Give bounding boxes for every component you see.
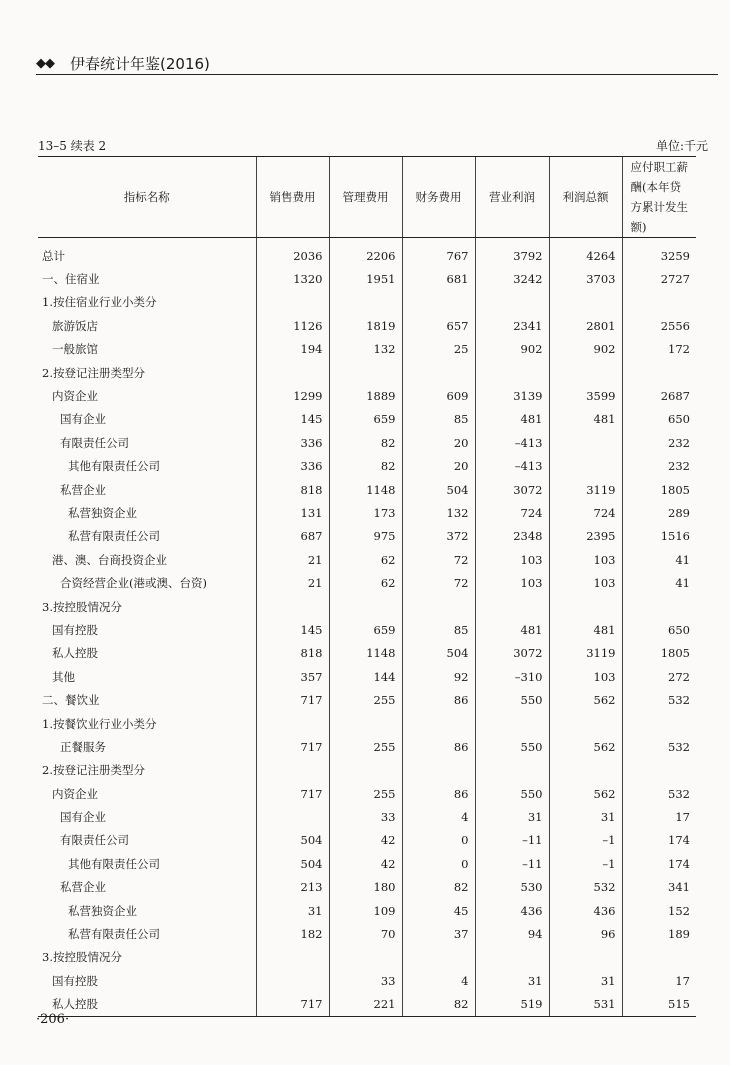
col-header-payroll-payable: 应付职工薪酬(本年贷方累计发生额) [622, 157, 696, 238]
table-cell: 2036 [256, 238, 329, 268]
table-cell: 532 [622, 688, 696, 711]
table-cell: 4264 [549, 238, 622, 268]
table-cell: 213 [256, 876, 329, 899]
table-row [38, 946, 696, 969]
table-cell: 131 [256, 501, 329, 524]
row-label: 有限责任公司 [60, 833, 129, 848]
table-cell [402, 361, 475, 384]
row-label: 合资经营企业(港或澳、台资) [60, 576, 207, 591]
table-cell: –310 [475, 665, 549, 688]
row-label: 旅游饭店 [52, 318, 98, 333]
table-cell [622, 712, 696, 735]
table-cell: 717 [256, 782, 329, 805]
table-cell [329, 946, 402, 969]
table-cell: 902 [475, 338, 549, 361]
table-cell: 33 [329, 969, 402, 992]
table-cell: 189 [622, 922, 696, 945]
header-rule [36, 74, 718, 75]
table-row [38, 595, 696, 618]
table-cell: 562 [549, 688, 622, 711]
table-cell [256, 759, 329, 782]
table-cell: 650 [622, 618, 696, 641]
row-label: 二、餐饮业 [42, 693, 100, 708]
table-cell: 62 [329, 571, 402, 594]
table-cell: –413 [475, 431, 549, 454]
table-header-row [38, 157, 696, 238]
row-label: 国有控股 [52, 973, 98, 988]
table-cell: 86 [402, 688, 475, 711]
table-cell: 37 [402, 922, 475, 945]
table-cell: 550 [475, 688, 549, 711]
row-label: 国有企业 [60, 810, 106, 825]
table-row [38, 501, 696, 524]
row-label: 国有控股 [52, 622, 98, 637]
table-row [38, 642, 696, 665]
row-label: 1.按住宿业行业小类分 [42, 295, 157, 310]
table-cell: –1 [549, 852, 622, 875]
table-cell: 336 [256, 455, 329, 478]
table-cell: 232 [622, 455, 696, 478]
table-cell: 41 [622, 571, 696, 594]
table-row [38, 361, 696, 384]
table-cell [549, 712, 622, 735]
table-cell: 272 [622, 665, 696, 688]
table-cell [549, 361, 622, 384]
table-cell: 94 [475, 922, 549, 945]
table-cell: 0 [402, 852, 475, 875]
table-cell: 145 [256, 618, 329, 641]
row-label: 私人控股 [52, 646, 98, 661]
table-body [38, 238, 696, 1017]
table-cell: 1805 [622, 478, 696, 501]
table-cell: 42 [329, 829, 402, 852]
table-cell: 659 [329, 408, 402, 431]
table-cell: 3139 [475, 384, 549, 407]
row-label: 有限责任公司 [60, 435, 129, 450]
table-cell: 0 [402, 829, 475, 852]
row-label: 国有企业 [60, 412, 106, 427]
table-cell: 481 [549, 408, 622, 431]
table-cell: 132 [402, 501, 475, 524]
table-row [38, 408, 696, 431]
table-cell: –11 [475, 829, 549, 852]
table-cell [256, 291, 329, 314]
table-cell: 45 [402, 899, 475, 922]
table-cell: 341 [622, 876, 696, 899]
row-label: 3.按控股情况分 [42, 950, 122, 965]
table-cell: 3703 [549, 267, 622, 290]
table-cell: 3072 [475, 642, 549, 665]
table-cell: 17 [622, 805, 696, 828]
row-label: 一般旅馆 [52, 342, 98, 357]
table-cell [256, 595, 329, 618]
yearbook-title: 伊春统计年鉴(2016) [70, 55, 210, 73]
table-cell: 144 [329, 665, 402, 688]
table-cell: 221 [329, 993, 402, 1017]
row-label: 私营有限责任公司 [68, 529, 160, 544]
table-cell: 659 [329, 618, 402, 641]
table-cell: 96 [549, 922, 622, 945]
table-cell: 687 [256, 525, 329, 548]
table-cell: 357 [256, 665, 329, 688]
table-cell: 717 [256, 735, 329, 758]
row-label: 内资企业 [52, 389, 98, 404]
table-cell: 85 [402, 408, 475, 431]
table-cell: 3072 [475, 478, 549, 501]
table-cell [402, 291, 475, 314]
table-cell [402, 946, 475, 969]
table-cell [329, 595, 402, 618]
table-cell: 145 [256, 408, 329, 431]
table-cell: –11 [475, 852, 549, 875]
table-cell: 42 [329, 852, 402, 875]
table-cell: 17 [622, 969, 696, 992]
page-number: ·206· [36, 1012, 70, 1027]
running-header [18, 50, 718, 76]
table-cell [622, 361, 696, 384]
col-header-admin-expense: 管理费用 [329, 157, 402, 238]
table-id: 13–5 续表 2 [38, 139, 107, 153]
col-header-total-profit: 利润总额 [549, 157, 622, 238]
table-cell: 194 [256, 338, 329, 361]
table-cell [475, 361, 549, 384]
table-cell: 724 [475, 501, 549, 524]
table-cell [256, 712, 329, 735]
table-cell: 3599 [549, 384, 622, 407]
table-cell: 3119 [549, 478, 622, 501]
table-row [38, 922, 696, 945]
table-row [38, 548, 696, 571]
table-cell: 681 [402, 267, 475, 290]
table-cell [402, 595, 475, 618]
table-cell: 182 [256, 922, 329, 945]
table-cell: 103 [549, 665, 622, 688]
table-cell: 531 [549, 993, 622, 1017]
table-cell: 1516 [622, 525, 696, 548]
unit-label: 单位:千元 [655, 139, 708, 153]
table-cell: 436 [475, 899, 549, 922]
table-row [38, 876, 696, 899]
table-cell: 481 [549, 618, 622, 641]
col-header-indicator: 指标名称 [38, 157, 256, 238]
table-cell: 33 [329, 805, 402, 828]
table-cell: 562 [549, 782, 622, 805]
table-cell: 609 [402, 384, 475, 407]
table-cell: 86 [402, 735, 475, 758]
table-cell: 3792 [475, 238, 549, 268]
table-row [38, 267, 696, 290]
table-cell: 82 [329, 431, 402, 454]
table-cell: 173 [329, 501, 402, 524]
table-cell: 21 [256, 548, 329, 571]
table-cell: 372 [402, 525, 475, 548]
table-cell: 20 [402, 431, 475, 454]
table-cell: 82 [402, 876, 475, 899]
table-cell: 2206 [329, 238, 402, 268]
row-label: 2.按登记注册类型分 [42, 763, 145, 778]
table-cell: 650 [622, 408, 696, 431]
table-cell: 1819 [329, 314, 402, 337]
table-cell [402, 712, 475, 735]
table-cell: 132 [329, 338, 402, 361]
table-cell: 72 [402, 571, 475, 594]
table-cell: 4 [402, 805, 475, 828]
table-cell: 2341 [475, 314, 549, 337]
table-cell: 1889 [329, 384, 402, 407]
table-cell [329, 712, 402, 735]
col-header-operating-profit: 营业利润 [475, 157, 549, 238]
table-cell: 562 [549, 735, 622, 758]
table-row [38, 782, 696, 805]
row-label: 1.按餐饮业行业小类分 [42, 716, 157, 731]
table-cell [622, 946, 696, 969]
row-label: 正餐服务 [60, 739, 106, 754]
table-cell [475, 712, 549, 735]
table-row [38, 688, 696, 711]
table-cell [475, 291, 549, 314]
table-cell: 103 [549, 571, 622, 594]
row-label: 私营企业 [60, 482, 106, 497]
row-label: 其他有限责任公司 [68, 459, 160, 474]
table-cell: –1 [549, 829, 622, 852]
table-row [38, 665, 696, 688]
table-cell: 818 [256, 642, 329, 665]
table-cell: 72 [402, 548, 475, 571]
table-cell: 818 [256, 478, 329, 501]
table-row [38, 829, 696, 852]
table-cell: 86 [402, 782, 475, 805]
table-cell: 481 [475, 618, 549, 641]
table-cell: 85 [402, 618, 475, 641]
table-cell: 504 [402, 642, 475, 665]
table-cell: 92 [402, 665, 475, 688]
table-cell: 1299 [256, 384, 329, 407]
table-cell: 70 [329, 922, 402, 945]
table-cell [475, 759, 549, 782]
table-row [38, 525, 696, 548]
table-row [38, 899, 696, 922]
table-cell [256, 946, 329, 969]
row-label: 3.按控股情况分 [42, 599, 122, 614]
row-label: 私人控股 [38, 993, 256, 1017]
row-label: 其他 [52, 669, 75, 684]
table-row [38, 969, 696, 992]
table-row [38, 384, 696, 407]
row-label: 私营企业 [60, 880, 106, 895]
table-cell: 2556 [622, 314, 696, 337]
table-cell [329, 291, 402, 314]
row-label: 总计 [42, 248, 65, 263]
table-cell: 975 [329, 525, 402, 548]
table-cell: 255 [329, 735, 402, 758]
table-cell: 532 [622, 782, 696, 805]
table-cell: 504 [402, 478, 475, 501]
table-cell [622, 291, 696, 314]
table-cell: 2801 [549, 314, 622, 337]
table-cell: 504 [256, 852, 329, 875]
table-cell: 103 [475, 571, 549, 594]
col-header-finance-expense: 财务费用 [402, 157, 475, 238]
table-cell: 31 [256, 899, 329, 922]
table-row [38, 338, 696, 361]
table-cell: 1951 [329, 267, 402, 290]
table-cell: 515 [622, 993, 696, 1017]
table-cell [549, 455, 622, 478]
table-row [38, 805, 696, 828]
table-row [38, 735, 696, 758]
table-cell [475, 595, 549, 618]
table-row [38, 993, 696, 1017]
table-cell [329, 361, 402, 384]
table-cell: 232 [622, 431, 696, 454]
row-label: 2.按登记注册类型分 [42, 365, 145, 380]
table-cell: 3259 [622, 238, 696, 268]
row-label: 内资企业 [52, 786, 98, 801]
table-cell: 902 [549, 338, 622, 361]
table-cell: 550 [475, 735, 549, 758]
row-label: 一、住宿业 [42, 272, 100, 287]
table-cell: 1126 [256, 314, 329, 337]
table-cell: 2395 [549, 525, 622, 548]
table-cell: 550 [475, 782, 549, 805]
table-row [38, 618, 696, 641]
table-cell: 255 [329, 688, 402, 711]
table-cell: 724 [549, 501, 622, 524]
table-cell: 103 [549, 548, 622, 571]
table-cell: 4 [402, 969, 475, 992]
table-cell: 532 [549, 876, 622, 899]
table-row [38, 455, 696, 478]
table-row [38, 238, 696, 268]
table-cell [549, 946, 622, 969]
table-cell [256, 805, 329, 828]
table-cell [402, 759, 475, 782]
table-row [38, 712, 696, 735]
table-cell: 436 [549, 899, 622, 922]
table-cell: 481 [475, 408, 549, 431]
row-label: 其他有限责任公司 [68, 856, 160, 871]
table-cell: 152 [622, 899, 696, 922]
table-cell: 717 [256, 688, 329, 711]
table-cell: 3119 [549, 642, 622, 665]
table-cell: –413 [475, 455, 549, 478]
table-cell: 504 [256, 829, 329, 852]
table-cell: 530 [475, 876, 549, 899]
table-cell [256, 361, 329, 384]
table-cell: 20 [402, 455, 475, 478]
row-label: 私营独资企业 [68, 903, 137, 918]
table-cell: 180 [329, 876, 402, 899]
table-cell: 21 [256, 571, 329, 594]
table-cell [256, 969, 329, 992]
table-cell: 62 [329, 548, 402, 571]
table-cell: 2348 [475, 525, 549, 548]
table-cell: 767 [402, 238, 475, 268]
diamond-bullets-icon: ◆◆ [36, 56, 54, 71]
table-row [38, 314, 696, 337]
col-header-sales-expense: 销售费用 [256, 157, 329, 238]
table-row [38, 571, 696, 594]
table-cell [329, 759, 402, 782]
table-cell: 336 [256, 431, 329, 454]
table-cell [549, 431, 622, 454]
table-row [38, 852, 696, 875]
table-row [38, 431, 696, 454]
table-cell: 31 [549, 805, 622, 828]
table-cell: 519 [475, 993, 549, 1017]
table-cell: 25 [402, 338, 475, 361]
table-cell: 172 [622, 338, 696, 361]
table-cell: 82 [402, 993, 475, 1017]
table-cell: 174 [622, 852, 696, 875]
table-cell [475, 946, 549, 969]
table-cell [549, 291, 622, 314]
table-cell: 103 [475, 548, 549, 571]
table-cell: 657 [402, 314, 475, 337]
table-cell: 31 [475, 805, 549, 828]
table-cell: 31 [549, 969, 622, 992]
table-cell [549, 595, 622, 618]
table-row [38, 759, 696, 782]
row-label: 私营有限责任公司 [68, 927, 160, 942]
table-cell: 255 [329, 782, 402, 805]
table-cell: 289 [622, 501, 696, 524]
table-cell: 1148 [329, 642, 402, 665]
table-cell: 174 [622, 829, 696, 852]
table-cell: 109 [329, 899, 402, 922]
table-cell: 2727 [622, 267, 696, 290]
table-cell: 1805 [622, 642, 696, 665]
row-label: 港、澳、台商投资企业 [52, 552, 167, 567]
table-cell [622, 759, 696, 782]
statistics-table [38, 156, 696, 1017]
table-cell: 532 [622, 735, 696, 758]
table-cell: 82 [329, 455, 402, 478]
table-cell: 2687 [622, 384, 696, 407]
table-cell [549, 759, 622, 782]
table-row [38, 478, 696, 501]
table-cell: 31 [475, 969, 549, 992]
row-label: 私营独资企业 [68, 505, 137, 520]
table-cell: 717 [256, 993, 329, 1017]
table-cell: 41 [622, 548, 696, 571]
table-cell: 1148 [329, 478, 402, 501]
table-cell: 1320 [256, 267, 329, 290]
table-cell [622, 595, 696, 618]
table-cell: 3242 [475, 267, 549, 290]
table-row [38, 291, 696, 314]
